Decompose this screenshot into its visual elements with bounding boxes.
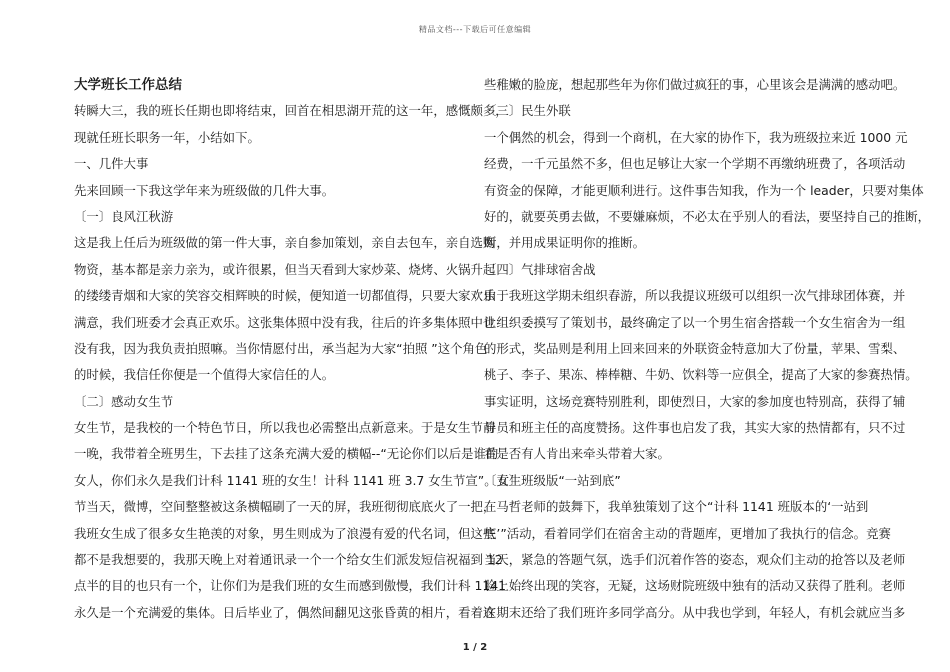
text-line: 这是我上任后为班级做的第一件大事，亲自参加策划，亲自去包车，亲自选购 <box>74 235 496 251</box>
subsection-heading: 〔一〕良风江秋游 <box>74 208 174 224</box>
text-line: 都不是我想要的，我那天晚上对着通讯录一个一个给女生们派发短信祝福到 12 <box>74 552 503 568</box>
text-line: 有资金的保障，才能更顺利进行。这件事告知我，作为一个 leader，只要对集体 <box>484 182 924 198</box>
document-title: 大学班长工作总结 <box>74 77 182 93</box>
text-line: 满意，我们班委才会真正欢乐。这张集体照中没有我，往后的许多集体照中也 <box>74 314 496 330</box>
text-line: 桃子、李子、果冻、棒棒糖、牛奶、饮料等一应俱全，提高了大家的参赛热情。 <box>484 367 918 383</box>
header-note: 精品文档---下载后可任意编辑 <box>418 25 532 34</box>
text-line: 节当天，微博，空间整整被这条横幅刷了一天的屏，我班彻彻底底火了一把， <box>74 499 496 515</box>
text-line: 一个偶然的机会，得到一个商机，在大家的协作下，我为班级拉来近 1000 元 <box>484 129 908 145</box>
section-heading: 一、几件大事 <box>74 156 149 172</box>
text-line: 女生节，是我校的一个特色节日，所以我也必需整出点新意来。于是女生节前 <box>74 420 496 436</box>
text-line: 导员和班主任的高度赞扬。这件事也启发了我，其实大家的热情都有，只不过 <box>484 420 906 436</box>
text-line: 一晚，我带着全班男生，下去挂了这条充满大爱的横幅--“无论你们以后是谁的 <box>74 446 499 462</box>
subsection-heading: 〔二〕感动女生节 <box>74 393 174 409</box>
text-line: 让组织委摸写了策划书，最终确定了以一个男生宿舍搭载一个女生宿舍为一组 <box>484 314 906 330</box>
subsection-heading: 〔三〕民生外联 <box>484 103 571 119</box>
text-line: 的时候，我信任你便是一个值得大家信任的人。 <box>74 367 335 383</box>
right-column <box>484 72 931 626</box>
text-line: 由于我班这学期未组织春游，所以我提议班级可以组织一次气排球团体赛，并 <box>484 288 906 304</box>
text-line: 点半的目的也只有一个，让你们为是我们班的女生而感到傲慢，我们计科 1141 <box>74 578 506 594</box>
text-line: 底’”活动，看着同学们在宿舍主动的背题库，更增加了我执行的信念。竞赛 <box>484 525 891 541</box>
text-line: 经费，一千元虽然不多，但也足够让大家一个学期不再缴纳班费了，各项活动 <box>484 156 906 172</box>
text-line: 我班女生成了很多女生艳羡的对象，男生则成为了浪漫有爱的代名词，但这些 <box>74 525 496 541</box>
text-line: 的缕缕青烟和大家的笑容交相辉映的时候，便知道一切都值得，只要大家欢乐 <box>74 288 496 304</box>
text-line: 永久是一个充满爱的集体。日后毕业了，偶然间翻见这张昏黄的相片，看着这 <box>74 604 496 620</box>
text-line: 转瞬大三，我的班长任期也即将结束，回首在相思湖开荒的这一年，感慨颇多， <box>74 103 508 119</box>
text-line: 事实证明，这场竞赛特别胜利，即使烈日，大家的参加度也特别高，获得了辅 <box>484 393 906 409</box>
text-line: 现就任班长职务一年，小结如下。 <box>74 129 260 145</box>
text-line: 在期末还给了我们班许多同学高分。从中我也学到，年轻人，有机会就应当多 <box>484 604 906 620</box>
text-line: 的形式，奖品则是利用上回来回来的外联资金特意加大了份量，苹果、雪梨、 <box>484 340 906 356</box>
text-line: 当天，紧急的答题气氛，选手们沉着作答的姿态，观众们主动的抢答以及老师 <box>484 552 906 568</box>
text-line: 女人，你们永久是我们计科 1141 班的女生！计科 1141 班 3.7 女生节宣”。女生 <box>74 472 522 488</box>
text-line: 没有我，因为我负责拍照嘛。当你情愿付出，承当起为大家“拍照 ”这个角色 <box>74 340 488 356</box>
text-line: 先来回顾一下我这学年来为班级做的几件大事。 <box>74 182 335 198</box>
left-column <box>74 72 522 626</box>
text-line: 断，并用成果证明你的推断。 <box>484 235 646 251</box>
page-number: 1 / 2 <box>462 642 488 653</box>
text-line: 些稚嫩的脸庞，想起那些年为你们做过疯狂的事，心里该会是满满的感动吧。 <box>484 77 906 92</box>
text-line: 物资，基本都是亲力亲为，或许很累，但当天看到大家炒菜、烧烤、火锅升起 <box>74 261 496 277</box>
subsection-heading: 〔五〕班级版“一站到底” <box>484 472 621 488</box>
text-line: 在马哲老师的鼓舞下，我单独策划了这个“计科 1141 班版本的‘一站到 <box>484 499 869 515</box>
text-line: 好的，就要英勇去做，不要嫌麻烦，不必太在乎别人的看法，要坚持自己的推断， <box>484 208 931 224</box>
text-line: 看是否有人肯出来牵头带着大家。 <box>484 446 670 462</box>
text-line: 脸上始终出现的笑容，无疑，这场财院班级中独有的活动又获得了胜利。老师 <box>484 578 906 594</box>
subsection-heading: 〔四〕气排球宿舍战 <box>484 261 596 277</box>
